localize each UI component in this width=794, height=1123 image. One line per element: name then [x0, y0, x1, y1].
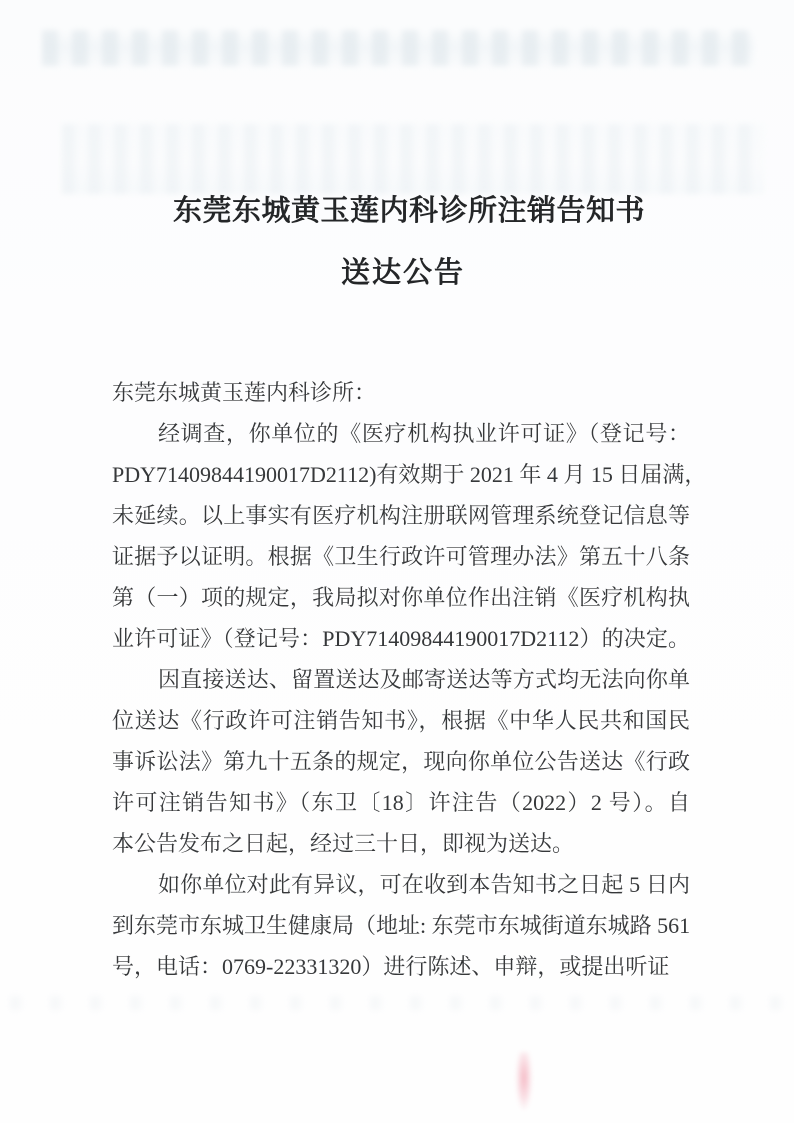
document-title: 东莞东城黄玉莲内科诊所注销告知书: [172, 195, 645, 227]
body-line: 经调查，你单位的《医疗机构执业许可证》（登记号：: [158, 421, 690, 446]
body-line: 因直接送达、留置送达及邮寄送达等方式均无法向你单: [158, 667, 690, 692]
body-line: 第（一）项的规定，我局拟对你单位作出注销《医疗机构执: [112, 585, 690, 610]
body-line: 未延续。以上事实有医疗机构注册联网管理系统登记信息等: [112, 503, 690, 528]
body-line: 如你单位对此有异议，可在收到本告知书之日起 5 日内: [158, 872, 690, 897]
body-line: 许可注销告知书》（东卫〔18〕许注告（2022）2 号）。自: [112, 790, 690, 815]
body-line: 到东莞市东城卫生健康局（地址: 东莞市东城街道东城路 561: [112, 913, 691, 938]
body-line: PDY71409844190017D2112)有效期于 2021 年 4 月 15 日届满，: [112, 462, 707, 487]
body-line: 本公告发布之日起，经过三十日，即视为送达。: [112, 831, 575, 856]
pink-ink-smudge-artifact: [516, 1052, 532, 1110]
scan-bleed-artifact-upper: [62, 124, 764, 194]
body-line: 事诉讼法》第九十五条的规定，现向你单位公告送达《行政: [112, 749, 690, 774]
body-line: 证据予以证明。根据《卫生行政许可管理办法》第五十八条: [112, 544, 690, 569]
scan-bleed-artifact-top: [42, 30, 754, 66]
document-subtitle: 送达公告: [340, 257, 465, 289]
body-line: 号，电话：0769-22331320）进行陈述、申辩，或提出听证: [112, 954, 670, 979]
body-line: 业许可证》（登记号：PDY71409844190017D2112）的决定。: [112, 626, 690, 651]
document-body: [112, 372, 707, 987]
body-line: 位送达《行政许可注销告知书》，根据《中华人民共和国民: [112, 708, 690, 733]
scan-bleed-artifact-lower: [10, 996, 784, 1010]
salutation-line: 东莞东城黄玉莲内科诊所：: [112, 380, 377, 405]
